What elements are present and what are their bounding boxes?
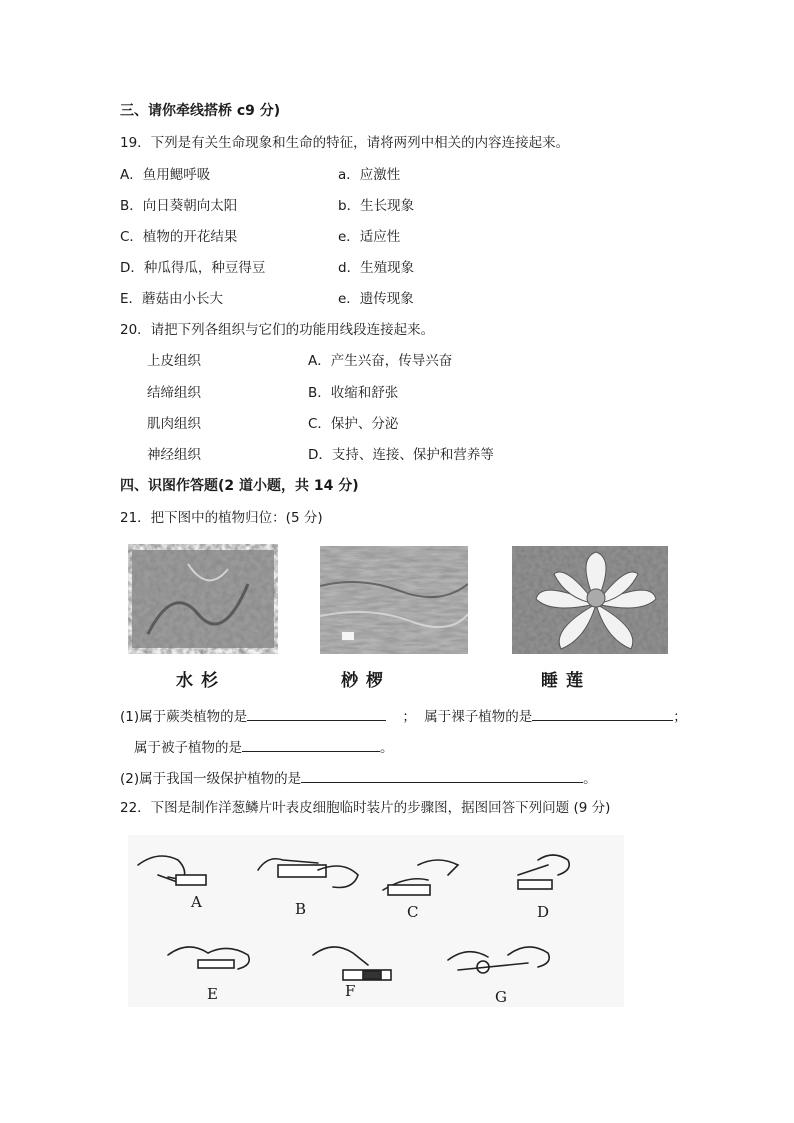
caption-suoluo: 桫椤 [341,671,391,691]
caption-shuilian: 睡莲 [541,671,591,691]
q20-left-item: 神经组织 [147,447,201,463]
q20-left-item: 结缔组织 [147,385,201,401]
q19-prompt: 19．下列是有关生命现象和生命的特征，请将两列中相关的内容连接起来。 [120,135,570,151]
section-3-heading: 三、请你牵线搭桥 c9 分) [120,103,281,119]
protected-answer-blank[interactable] [301,768,583,783]
fern-label: (1)属于蕨类植物的是 [120,709,248,725]
step-label-b: B [295,900,307,918]
slide-steps-figure [128,835,624,1007]
q20-right-item: A．产生兴奋，传导兴奋 [308,353,453,369]
q20-right-item: C．保护、分泌 [308,416,399,432]
gymno-answer-blank[interactable] [532,706,673,721]
q20-prompt: 20．请把下列各组织与它们的功能用线段连接起来。 [120,322,435,338]
separator: ； [402,709,416,725]
gymno-label: 属于裸子植物的是 [424,709,533,725]
angio-answer-blank[interactable] [242,737,380,752]
q19-left-item: D．种瓜得瓜，种豆得豆 [120,260,266,276]
step-label-e: E [207,985,218,1003]
separator: ； [673,709,687,725]
q21-line-2 [134,737,394,757]
caption-shuishan: 水杉 [176,671,226,691]
q19-left-item: C．植物的开花结果 [120,229,238,245]
q19-right-item: e．适应性 [338,229,401,245]
q21-prompt: 21．把下图中的植物归位：(5 分) [120,510,323,526]
q19-right-item: e．遗传现象 [338,291,414,307]
step-label-f: F [345,982,356,1000]
q19-right-item: a．应激性 [338,167,401,183]
q20-left-item: 肌肉组织 [147,416,201,432]
q19-left-item: A．鱼用鳃呼吸 [120,167,211,183]
plant-photo-suoluo [320,546,468,654]
line-end: 。 [583,771,597,787]
q19-right-item: b．生长现象 [338,198,415,214]
q20-left-item: 上皮组织 [147,353,201,369]
q21-line-1 [120,706,687,726]
plant-photo-shuishan [128,544,278,654]
plant-photo-shuilian [512,546,668,654]
q20-right-item: B．收缩和舒张 [308,385,399,401]
step-label-g: G [495,988,507,1006]
step-label-d: D [537,903,550,921]
section-4-heading: 四、识图作答题(2 道小题，共 14 分) [120,478,359,494]
q22-prompt: 22．下图是制作洋葱鳞片叶表皮细胞临时装片的步骤图，据图回答下列问题 (9 分) [120,800,611,816]
q19-right-item: d．生殖现象 [338,260,415,276]
step-label-a: A [191,893,202,911]
line-end: 。 [380,740,394,756]
q19-left-item: B．向日葵朝向太阳 [120,198,238,214]
q19-left-item: E．蘑菇由小长大 [120,291,224,307]
q20-right-item: D．支持、连接、保护和营养等 [308,447,494,463]
step-label-c: C [407,903,419,921]
angio-label: 属于被子植物的是 [134,740,242,756]
protected-label: (2)属于我国一级保护植物的是 [120,771,302,787]
fern-answer-blank[interactable] [247,706,386,721]
q21-line-3 [120,768,597,788]
